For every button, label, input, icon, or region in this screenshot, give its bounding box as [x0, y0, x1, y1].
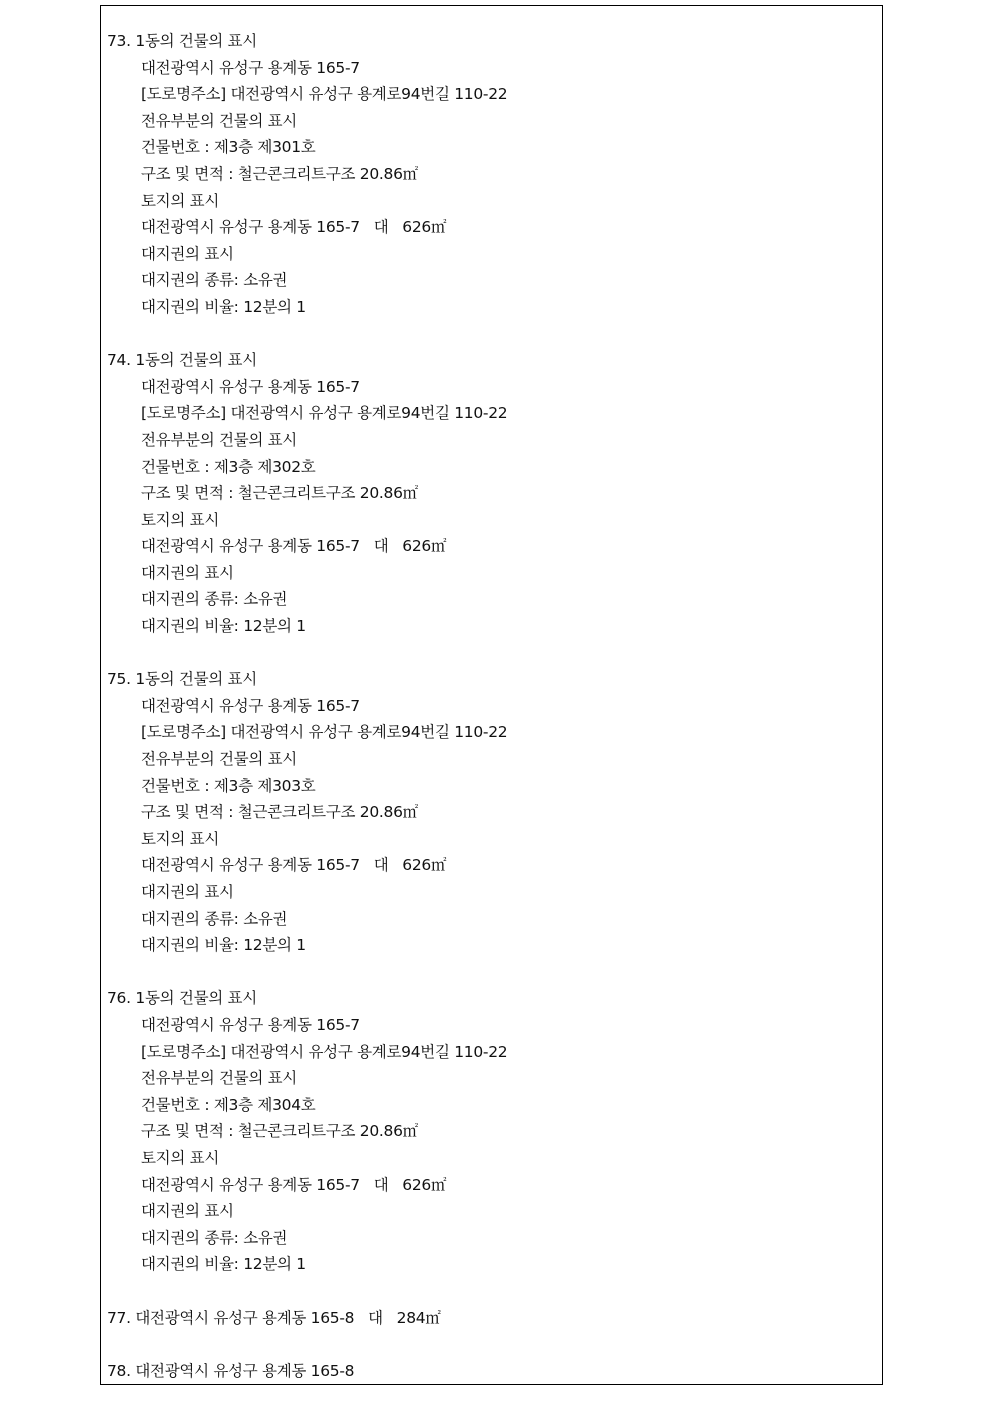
- entry-line: 전유부분의 건물의 표시: [141, 430, 297, 449]
- entry-line: 대전광역시 유성구 용계동 165-7: [141, 1015, 360, 1034]
- entry-line: 대지권의 종류: 소유권: [141, 1228, 288, 1247]
- entry-line: 전유부분의 건물의 표시: [141, 750, 297, 769]
- entry-line: 구조 및 면적 : 철근콘크리트구조 20.86㎡: [141, 1122, 418, 1141]
- entry-line: [도로명주소] 대전광역시 유성구 용계로94번길 110-22: [141, 1042, 508, 1061]
- entry-line: 대지권의 종류: 소유권: [141, 271, 288, 290]
- entry-spacer: [107, 959, 507, 986]
- entry-line: 대지권의 비율: 12분의 1: [141, 617, 306, 636]
- property-entry: [107, 28, 507, 321]
- entry-line: 건물번호 : 제3층 제301호: [141, 138, 316, 157]
- entry-line: 대전광역시 유성구 용계동 165-7: [141, 377, 360, 396]
- entry-line: 대지권의 비율: 12분의 1: [141, 936, 306, 955]
- property-entry: [107, 347, 507, 640]
- property-list: [107, 28, 507, 1384]
- property-entry: [107, 1305, 507, 1332]
- entry-line: 대지권의 비율: 12분의 1: [141, 297, 306, 316]
- entry-line: [도로명주소] 대전광역시 유성구 용계로94번길 110-22: [141, 85, 508, 104]
- entry-heading: 74. 1동의 건물의 표시: [107, 351, 257, 370]
- entry-line: 전유부분의 건물의 표시: [141, 111, 297, 130]
- entry-heading: 76. 1동의 건물의 표시: [107, 989, 257, 1008]
- entry-line: 구조 및 면적 : 철근콘크리트구조 20.86㎡: [141, 803, 418, 822]
- property-entry: [107, 985, 507, 1278]
- entry-line: 토지의 표시: [141, 510, 219, 529]
- entry-heading: 78. 대전광역시 유성구 용계동 165-8: [107, 1361, 355, 1380]
- entry-spacer: [107, 1331, 507, 1358]
- entry-heading: 73. 1동의 건물의 표시: [107, 32, 257, 50]
- entry-line: 대지권의 비율: 12분의 1: [141, 1255, 306, 1274]
- entry-spacer: [107, 640, 507, 667]
- entry-line: 전유부분의 건물의 표시: [141, 1069, 297, 1088]
- entry-spacer: [107, 321, 507, 348]
- property-entry: [107, 666, 507, 959]
- entry-line: [도로명주소] 대전광역시 유성구 용계로94번길 110-22: [141, 404, 508, 423]
- entry-line: 대지권의 표시: [141, 244, 234, 263]
- entry-line: 구조 및 면적 : 철근콘크리트구조 20.86㎡: [141, 484, 418, 503]
- entry-line: 대전광역시 유성구 용계동 165-7 대 626㎡: [141, 218, 447, 237]
- entry-line: 대지권의 종류: 소유권: [141, 909, 288, 928]
- entry-line: 건물번호 : 제3층 제302호: [141, 457, 316, 476]
- entry-line: 토지의 표시: [141, 1148, 219, 1167]
- entry-line: 대지권의 표시: [141, 1202, 234, 1221]
- entry-line: 대전광역시 유성구 용계동 165-7: [141, 58, 360, 77]
- entry-line: [도로명주소] 대전광역시 유성구 용계로94번길 110-22: [141, 723, 508, 742]
- entry-line: 건물번호 : 제3층 제304호: [141, 1095, 316, 1114]
- entry-line: 대전광역시 유성구 용계동 165-7 대 626㎡: [141, 856, 447, 875]
- entry-line: 건물번호 : 제3층 제303호: [141, 776, 316, 795]
- entry-line: 대전광역시 유성구 용계동 165-7 대 626㎡: [141, 537, 447, 556]
- entry-line: 구조 및 면적 : 철근콘크리트구조 20.86㎡: [141, 164, 418, 183]
- entry-heading: 75. 1동의 건물의 표시: [107, 670, 257, 689]
- entry-line: 토지의 표시: [141, 829, 219, 848]
- entry-line: 토지의 표시: [141, 191, 219, 210]
- property-entry: [107, 1358, 507, 1385]
- entry-spacer: [107, 1278, 507, 1305]
- entry-line: 대전광역시 유성구 용계동 165-7: [141, 696, 360, 715]
- entry-line: 대지권의 종류: 소유권: [141, 590, 288, 609]
- entry-line: 대지권의 표시: [141, 563, 234, 582]
- entry-line: 대지권의 표시: [141, 883, 234, 901]
- entry-line: 대전광역시 유성구 용계동 165-7 대 626㎡: [141, 1175, 447, 1194]
- entry-heading: 77. 대전광역시 유성구 용계동 165-8 대 284㎡: [107, 1308, 441, 1327]
